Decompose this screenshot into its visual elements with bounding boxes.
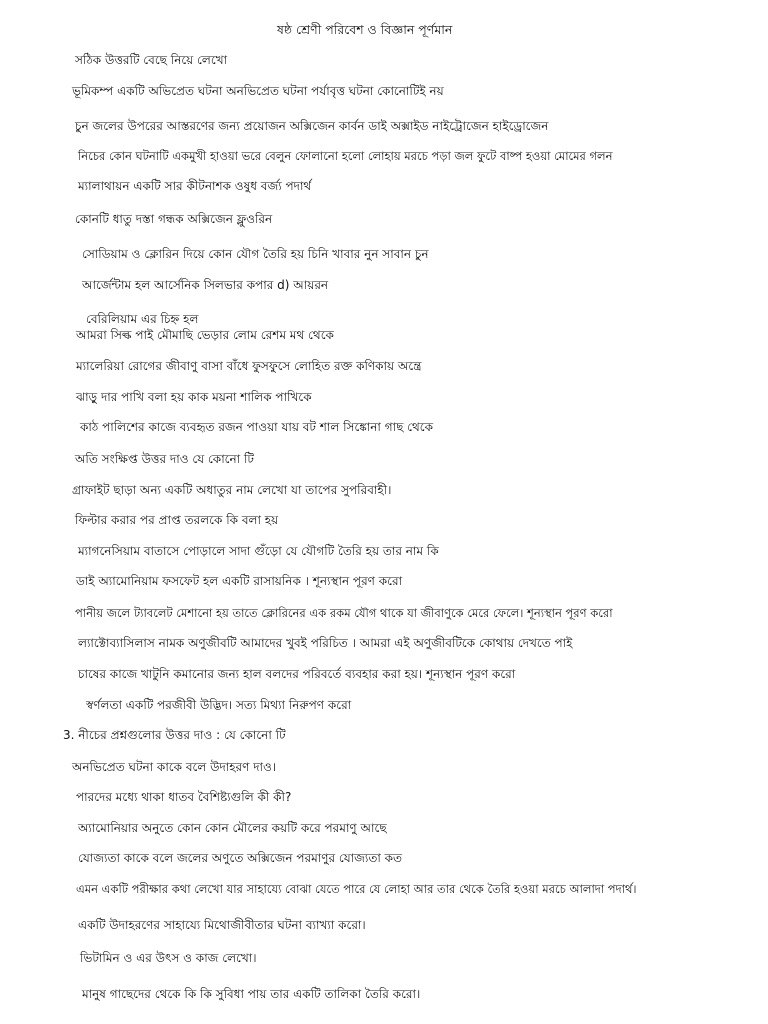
section-heading-short: অতি সংক্ষিপ্ত উত্তর দাও যে কোনো টি [75,452,254,466]
question-line: মানুষ গাছেদের থেকে কি কি সুবিধা পায় তার একটি তালিকা তৈরি করো। [82,987,421,1001]
question-line: অনভিপ্রেত ঘটনা কাকে বলে উদাহরণ দাও। [72,760,277,774]
question-line: একটি উদাহরণের সাহায্যে মিথোজীবীতার ঘটনা ব্যাখ্যা করো। [78,918,366,932]
question-line: কাঠ পালিশের কাজে ব্যবহৃত রজন পাওয়া যায় বট শাল সিঙ্কোনা গাছ থেকে [80,420,434,434]
question-line: আমরা সিল্ক পাই মৌমাছি ভেড়ার লোম রেশম মথ থেকে [76,328,334,342]
question-line: সোডিয়াম ও ক্লোরিন দিয়ে কোন যৌগ তৈরি হয় চিনি খাবার নুন সাবান চুন [82,247,429,261]
question-line: ম্যালাথায়ন একটি সার কীটনাশক ওষুধ বর্জ্য পদার্থ [78,179,312,193]
question-line: কোনটি ধাতু দস্তা গন্ধক অক্সিজেন ফ্লুওরিন [75,212,273,226]
question-line: ভিটামিন ও এর উৎস ও কাজ লেখো। [80,951,257,965]
question-line: ডাই অ্যামোনিয়াম ফসফেট হল একটি রাসায়নিক । শূন্যস্থান পূরণ করো [76,574,403,588]
question-line: নিচের কোন ঘটনাটি একমুখী হাওয়া ভরে বেলুন ফোলানো হলো লোহায় মরচে পড়া জল ফুটে বাষ্প হওয়া মোমের গলন [78,149,613,163]
page-title: ষষ্ঠ শ্রেণী পরিবেশ ও বিজ্ঞান পূর্ণমান [277,22,453,37]
question-line: বেরিলিয়াম এর চিহ্ন হল [86,312,199,326]
section-heading-mcq: সঠিক উত্তরটি বেছে নিয়ে লেখো [75,53,228,67]
question-line: ভূমিকম্প একটি অভিপ্রেত ঘটনা অনভিপ্রেত ঘটনা পর্যাবৃত্ত ঘটনা কোনোটিই নয় [72,84,444,98]
question-line: ঝাড়ু দার পাখি বলা হয় কাক ময়না শালিক পাখিকে [76,390,312,404]
question-line: এমন একটি পরীক্ষার কথা লেখো যার সাহায্যে বোঝা যেতে পারে যে লোহা আর তার থেকে তৈরি হওয়া মরচে আলাদা পদার্থ। [76,882,637,896]
question-line: ল্যাক্টোব্যাসিলাস নামক অণুজীবটি আমাদের খুবই পরিচিত । আমরা এই অণুজীবটিকে কোথায় দেখতে পাই [78,636,573,650]
section-heading-long: 3. নীচের প্রশ্নগুলোর উত্তর দাও : যে কোনো টি [63,728,286,742]
question-line: পারদের মধ্যে থাকা ধাতব বৈশিষ্ট্যগুলি কী কী? [76,790,292,804]
question-line: পানীয় জলে ট্যাবলেট মেশানো হয় তাতে ক্লোরিনের এক রকম যৌগ থাকে যা জীবাণুকে মেরে ফেলে। শূন্যস্থান পূরণ করো [75,606,613,620]
question-line: ফিল্টার করার পর প্রাপ্ত তরলকে কি বলা হয় [75,513,279,527]
question-line: চাষের কাজে খাটুনি কমানোর জন্য হাল বলদের পরিবর্তে ব্যবহার করা হয়। শূন্যস্থান পূরণ করো [78,667,516,681]
question-line: ম্যালেরিয়া রোগের জীবাণু বাসা বাঁধে ফুসফুসে লোহিত রক্ত কণিকায় অন্ত্রে [76,359,422,373]
question-line: যোজ্যতা কাকে বলে জলের অণুতে অক্সিজেন পরমাণুর যোজ্যতা কত [78,851,403,865]
question-line: গ্রাফাইট ছাড়া অন্য একটি অধাতুর নাম লেখো যা তাপের সুপরিবাহী। [72,483,392,497]
question-line: অ্যামোনিয়ার অনুতে কোন কোন মৌলের কয়টি করে পরমাণু আছে [78,821,387,835]
question-line: স্বর্ণলতা একটি পরজীবী উদ্ভিদ। সত্য মিথ্যা নিরুপণ করো [86,698,352,712]
question-line: চুন জলের উপরের আস্তরণের জন্য প্রয়োজন অক্সিজেন কার্বন ডাই অক্সাইড নাইট্রোজেন হাইড্রোজেন [75,119,549,133]
question-line: ম্যাগনেসিয়াম বাতাসে পোড়ালে সাদা গুঁড়ো যে যৌগটি তৈরি হয় তার নাম কি [78,544,439,558]
question-line: আর্জেন্টাম হল আর্সেনিক সিলভার কপার d) আয়রন [82,278,329,292]
